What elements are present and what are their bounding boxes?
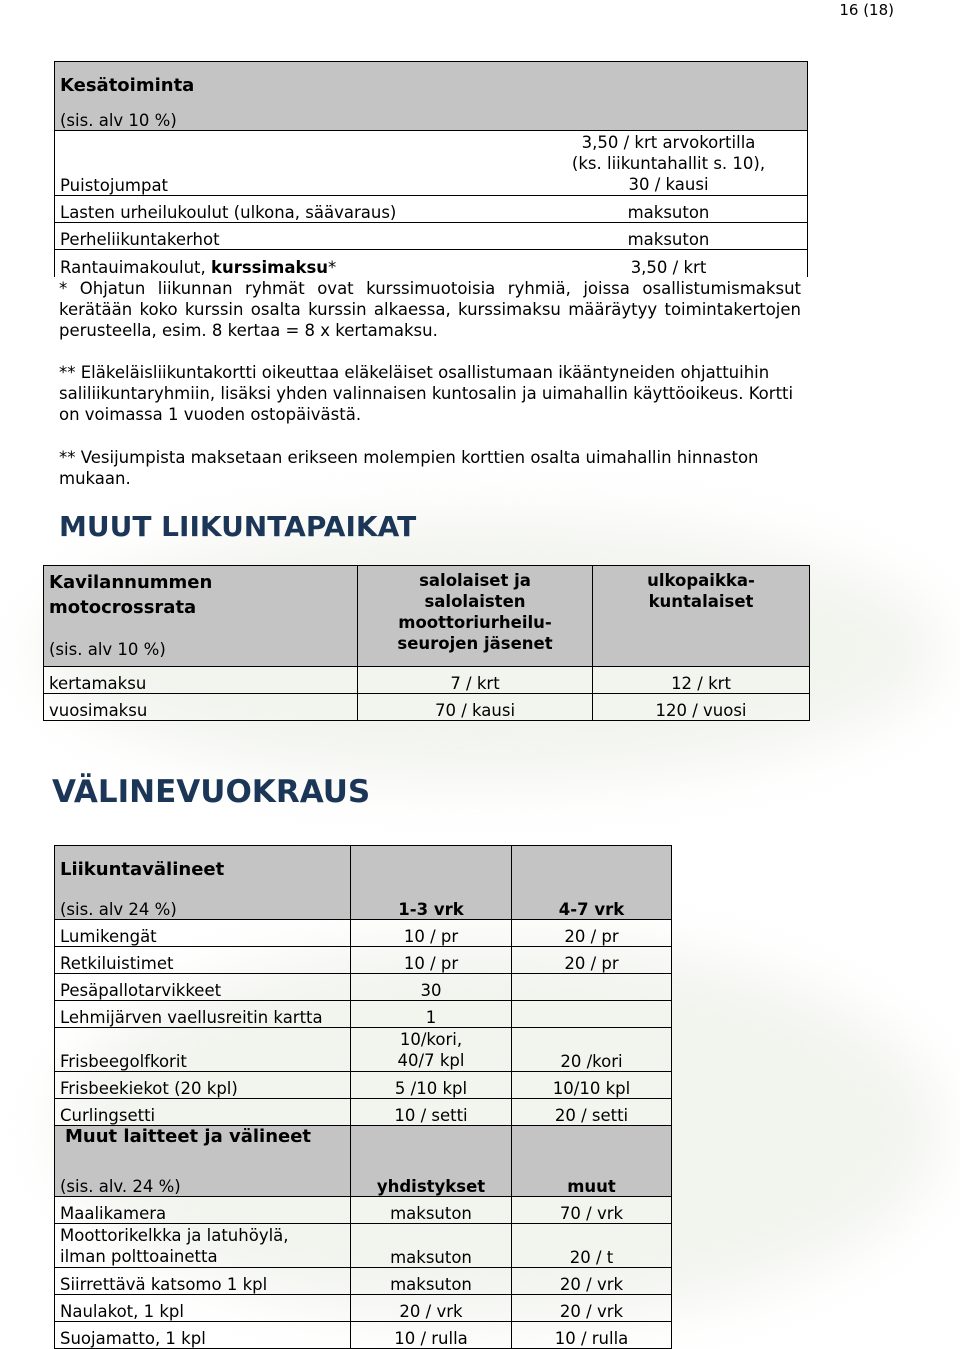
table-row bbox=[55, 1295, 672, 1322]
sport-vat: (sis. alv 24 %) bbox=[55, 894, 351, 920]
row-label: Curlingsetti bbox=[55, 1099, 351, 1126]
row-value: 20 / vrk bbox=[512, 1268, 672, 1295]
note-aqua: ** Vesijumpista maksetaan erikseen molempien korttien osalta uimahallin hinnaston mukaan. bbox=[59, 448, 759, 488]
table-row bbox=[55, 974, 672, 1001]
row-value: 10 / pr bbox=[351, 920, 512, 947]
row-value bbox=[512, 974, 672, 1001]
row-value: 20 / vrk bbox=[512, 1295, 672, 1322]
table-row bbox=[55, 131, 808, 196]
row-value: 10 / pr bbox=[351, 947, 512, 974]
row-value: 120 / vuosi bbox=[593, 694, 810, 721]
table-row bbox=[55, 920, 672, 947]
row-price: maksuton bbox=[530, 223, 808, 250]
row-value: 70 / kausi bbox=[358, 694, 593, 721]
table-row bbox=[55, 1322, 672, 1349]
row-value: 1 bbox=[351, 1001, 512, 1028]
row-value: 10 / rulla bbox=[512, 1322, 672, 1349]
label-bold: kurssimaksu bbox=[211, 257, 329, 277]
price-line: 30 / kausi bbox=[628, 175, 709, 194]
page-number: 16 (18) bbox=[839, 1, 894, 19]
row-value: 10 / rulla bbox=[351, 1322, 512, 1349]
row-value: 20 / setti bbox=[512, 1099, 672, 1126]
row-value bbox=[351, 1028, 512, 1072]
row-value-text: 10/kori, 40/7 kpl bbox=[397, 1030, 465, 1070]
row-label: vuosimaksu bbox=[44, 694, 358, 721]
row-label: Naulakot, 1 kpl bbox=[55, 1295, 351, 1322]
row-value: 10 / setti bbox=[351, 1099, 512, 1126]
sport-title: Liikuntavälineet bbox=[55, 846, 351, 894]
row-value: 20 / t bbox=[512, 1224, 672, 1268]
row-label bbox=[55, 1224, 351, 1268]
misc-vat: (sis. alv. 24 %) bbox=[55, 1170, 351, 1197]
rental-table bbox=[54, 845, 672, 1349]
row-label: Lehmijärven vaellusreitin kartta bbox=[55, 1001, 351, 1028]
summer-title: Kesätoiminta bbox=[55, 62, 808, 110]
col-header: 1-3 vrk bbox=[351, 894, 512, 920]
row-value: 20 / pr bbox=[512, 920, 672, 947]
table-row bbox=[55, 223, 808, 250]
row-label: Suojamatto, 1 kpl bbox=[55, 1322, 351, 1349]
row-label: Siirrettävä katsomo 1 kpl bbox=[55, 1268, 351, 1295]
table-row bbox=[55, 196, 808, 223]
motocross-table bbox=[43, 565, 810, 721]
col-header bbox=[358, 566, 593, 667]
row-label: Perheliikuntakerhot bbox=[55, 223, 531, 250]
table-row bbox=[55, 1099, 672, 1126]
row-label: Lasten urheilukoulut (ulkona, säävaraus) bbox=[55, 196, 531, 223]
row-label: Lumikengät bbox=[55, 920, 351, 947]
row-label bbox=[55, 250, 531, 277]
table-row bbox=[44, 694, 810, 721]
motocross-vat: (sis. alv 10 %) bbox=[49, 640, 166, 659]
col-header: muut bbox=[512, 1170, 672, 1197]
row-value: 20 / pr bbox=[512, 947, 672, 974]
col-header-text: salolaiset ja salolaisten moottoriurheilu-seurojen jäsenet bbox=[397, 571, 553, 653]
label-text: Rantauimakoulut, bbox=[60, 257, 211, 277]
summer-vat: (sis. alv 10 %) bbox=[55, 110, 808, 131]
row-label: Frisbeegolfkorit bbox=[55, 1028, 351, 1072]
row-value: 10/10 kpl bbox=[512, 1072, 672, 1099]
row-label: Pesäpallotarvikkeet bbox=[55, 974, 351, 1001]
row-value: 20 /kori bbox=[512, 1028, 672, 1072]
table-row bbox=[55, 1268, 672, 1295]
row-label: Puistojumpat bbox=[55, 131, 531, 196]
table-row bbox=[55, 1224, 672, 1268]
row-label-text: Moottorikelkka ja latuhöylä, ilman polttoainetta bbox=[60, 1226, 289, 1266]
row-value: 7 / krt bbox=[358, 667, 593, 694]
row-label: Frisbeekiekot (20 kpl) bbox=[55, 1072, 351, 1099]
table-row bbox=[55, 1001, 672, 1028]
row-value: maksuton bbox=[351, 1268, 512, 1295]
price-line: 3,50 / krt arvokortilla bbox=[581, 133, 756, 152]
row-value: 12 / krt bbox=[593, 667, 810, 694]
row-label: Retkiluistimet bbox=[55, 947, 351, 974]
heading-equipment-rental: VÄLINEVUOKRAUS bbox=[52, 774, 371, 810]
col-header-text: ulkopaikka-kuntalaiset bbox=[647, 571, 755, 611]
summer-table bbox=[54, 61, 808, 277]
table-row bbox=[55, 1072, 672, 1099]
row-price: maksuton bbox=[530, 196, 808, 223]
price-line: (ks. liikuntahallit s. 10), bbox=[571, 154, 766, 173]
row-value: 30 bbox=[351, 974, 512, 1001]
table-row bbox=[55, 1028, 672, 1072]
row-label: Maalikamera bbox=[55, 1197, 351, 1224]
col-header: yhdistykset bbox=[351, 1170, 512, 1197]
row-value: 70 / vrk bbox=[512, 1197, 672, 1224]
row-value: 20 / vrk bbox=[351, 1295, 512, 1322]
note-course-fee: * Ohjatun liikunnan ryhmät ovat kurssimuotoisia ryhmiä, joissa osallistumismaksut kerätään koko kurssin osalta kurssin alkaessa, kurssimaksu määräytyy toimintakertojen perusteella, esim. 8 kertaa = 8 x kertamaksu. bbox=[59, 279, 801, 340]
note-senior-card: ** Eläkeläisliikuntakortti oikeuttaa eläkeläiset osallistumaan ikääntyneiden ohjattuihin saliliikuntaryhmiin, lisäksi yhden valinnaisen kuntosalin ja uimahallin käyttöoikeus. Kortti on voimassa 1 vuoden ostopäivästä. bbox=[59, 363, 794, 424]
table-row bbox=[44, 667, 810, 694]
row-value bbox=[512, 1001, 672, 1028]
motocross-header bbox=[44, 566, 358, 667]
col-header bbox=[593, 566, 810, 667]
row-value: 5 /10 kpl bbox=[351, 1072, 512, 1099]
label-suffix: * bbox=[328, 257, 337, 277]
row-price bbox=[530, 131, 808, 196]
table-row bbox=[55, 1197, 672, 1224]
heading-other-venues: MUUT LIIKUNTAPAIKAT bbox=[59, 510, 417, 543]
col-header: 4-7 vrk bbox=[512, 894, 672, 920]
motocross-title: Kavilannummen motocrossrata bbox=[49, 572, 213, 618]
row-price: 3,50 / krt bbox=[530, 250, 808, 277]
row-value: maksuton bbox=[351, 1197, 512, 1224]
table-row bbox=[55, 250, 808, 277]
table-row bbox=[55, 947, 672, 974]
row-label: kertamaksu bbox=[44, 667, 358, 694]
row-value: maksuton bbox=[351, 1224, 512, 1268]
misc-title: Muut laitteet ja välineet bbox=[55, 1126, 351, 1170]
